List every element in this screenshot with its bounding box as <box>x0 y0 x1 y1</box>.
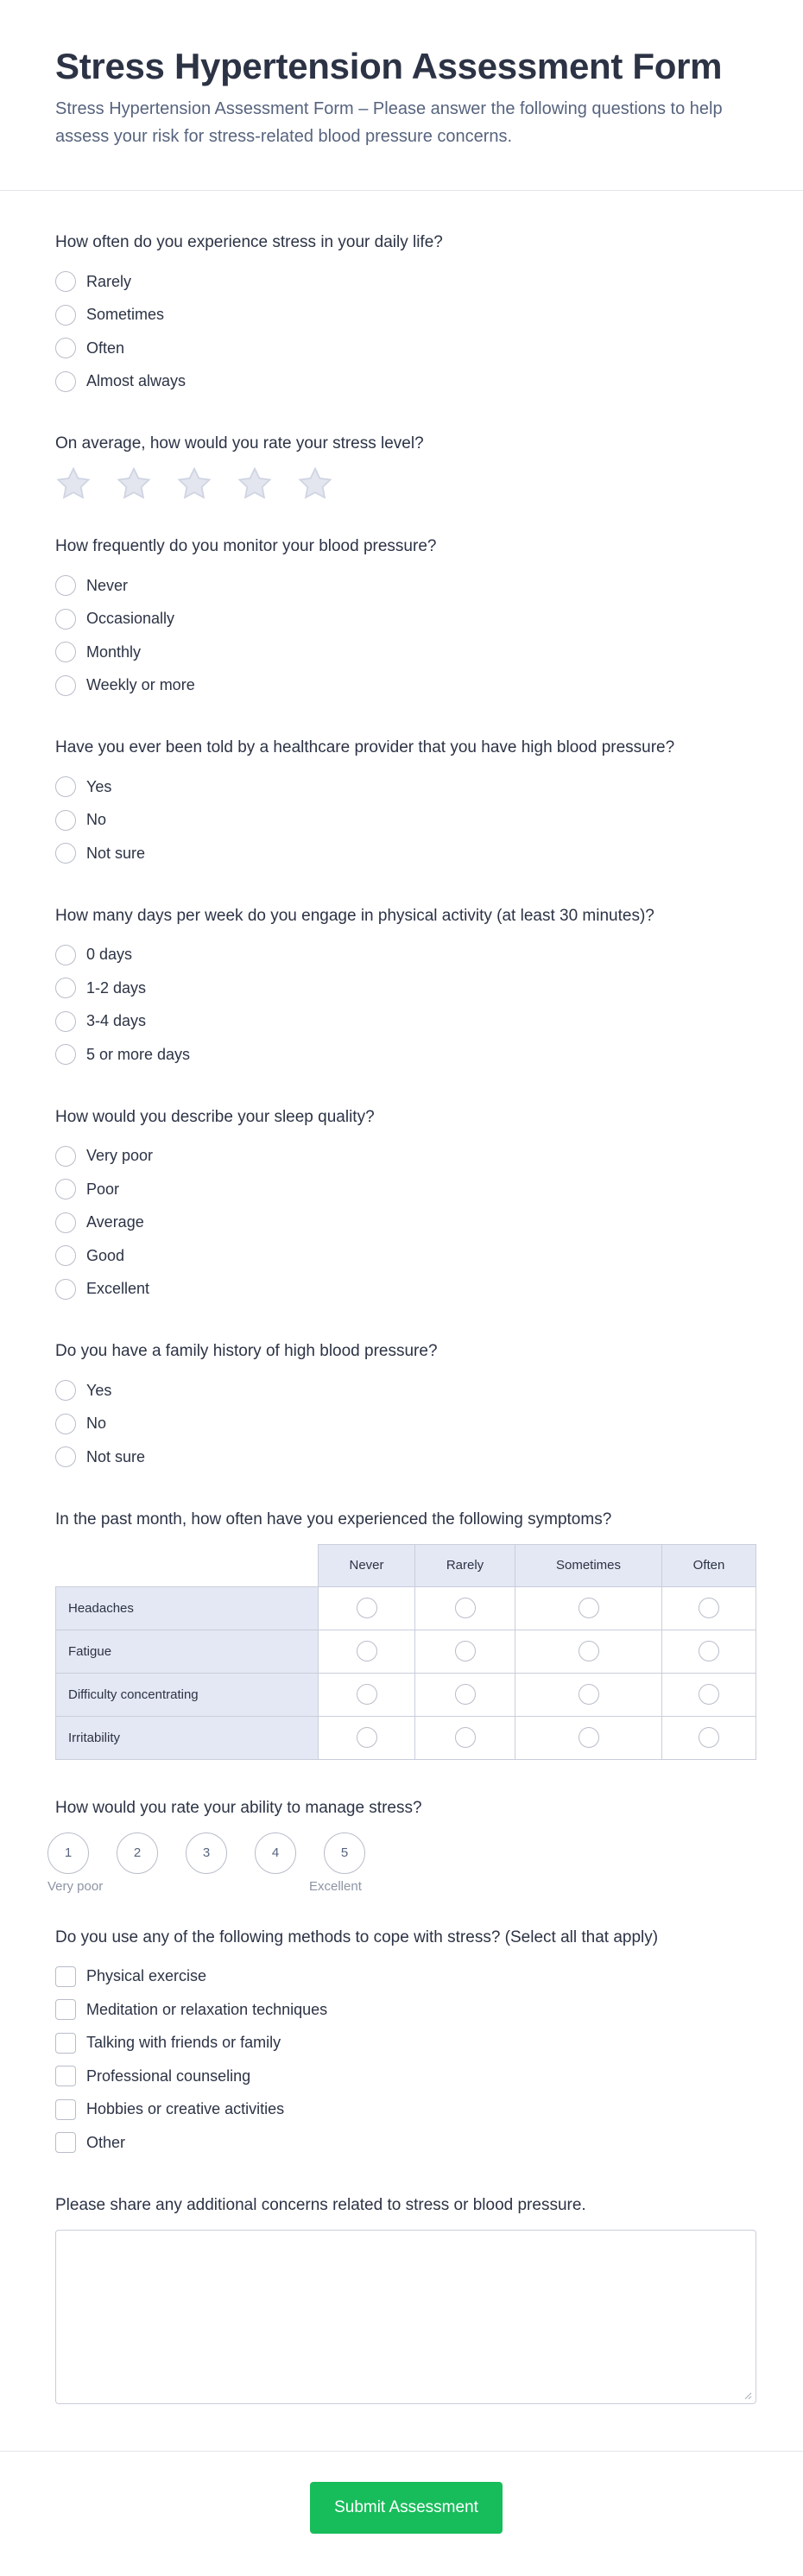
radio-label: 5 or more days <box>86 1045 191 1063</box>
question-title: Do you use any of the following methods to cope with stress? (Select all that apply) <box>55 1927 659 1946</box>
question-title: How many days per week do you engage in physical activity (at least 30 minutes)? <box>55 906 654 925</box>
star-icon[interactable] <box>297 466 333 501</box>
radio-option[interactable] <box>55 804 756 838</box>
radio-button[interactable] <box>55 1279 76 1300</box>
radio-group <box>55 569 756 702</box>
question-title: Please share any additional concerns related to stress or blood pressure. <box>55 2195 586 2214</box>
matrix-radio[interactable] <box>357 1684 377 1705</box>
scale-low-label: Very poor <box>47 1878 104 1894</box>
radio-button[interactable] <box>55 1146 76 1167</box>
radio-option[interactable] <box>55 770 756 804</box>
radio-option[interactable] <box>55 636 756 669</box>
scale-option[interactable]: 3 <box>186 1832 227 1874</box>
radio-button[interactable] <box>55 609 76 630</box>
checkbox[interactable] <box>55 1999 76 2020</box>
checkbox-option[interactable] <box>55 2060 756 2093</box>
radio-option[interactable] <box>55 1273 756 1307</box>
checkbox[interactable] <box>55 2099 76 2120</box>
matrix-radio[interactable] <box>357 1598 377 1618</box>
radio-button[interactable] <box>55 1380 76 1401</box>
matrix-column-header: Rarely <box>415 1544 515 1587</box>
scale-option[interactable]: 5 <box>324 1832 365 1874</box>
radio-option[interactable] <box>55 569 756 603</box>
question-physical-activity <box>55 906 756 1072</box>
radio-group <box>55 1374 756 1474</box>
radio-option[interactable] <box>55 1038 756 1072</box>
radio-label: Rarely <box>86 272 132 290</box>
radio-label: Not sure <box>86 844 146 862</box>
radio-label: Yes <box>86 777 112 795</box>
question-coping-methods <box>55 1927 756 2160</box>
radio-label: Good <box>86 1246 125 1264</box>
radio-label: Weekly or more <box>86 676 195 694</box>
question-symptoms-matrix <box>55 1510 756 1760</box>
radio-label: Excellent <box>86 1280 150 1298</box>
radio-option[interactable] <box>55 1005 756 1039</box>
star-icon[interactable] <box>237 466 273 501</box>
radio-group <box>55 1140 756 1307</box>
star-rating <box>55 466 756 501</box>
radio-button[interactable] <box>55 642 76 662</box>
radio-option[interactable] <box>55 1239 756 1273</box>
radio-label: Sometimes <box>86 306 165 324</box>
radio-button[interactable] <box>55 1414 76 1434</box>
matrix-column-header: Never <box>319 1544 415 1587</box>
radio-option[interactable] <box>55 332 756 365</box>
radio-option[interactable] <box>55 365 756 399</box>
matrix-radio[interactable] <box>455 1684 476 1705</box>
checkbox-label: Other <box>86 2133 126 2151</box>
form-body <box>0 232 803 2404</box>
form-title: Stress Hypertension Assessment Form <box>55 46 723 86</box>
radio-button[interactable] <box>55 675 76 696</box>
radio-button[interactable] <box>55 945 76 965</box>
checkbox-option[interactable] <box>55 1993 756 2027</box>
radio-label: No <box>86 1415 107 1433</box>
question-stress-rating <box>55 434 756 501</box>
radio-button[interactable] <box>55 810 76 831</box>
matrix-row <box>55 1717 756 1760</box>
question-title: Do you have a family history of high blood pressure? <box>55 1342 438 1360</box>
matrix-row-label: Fatigue <box>55 1630 319 1674</box>
question-stress-management-scale <box>47 1798 756 1896</box>
radio-option[interactable] <box>55 1408 756 1441</box>
checkbox-label: Professional counseling <box>86 2066 251 2085</box>
checkbox-label: Hobbies or creative activities <box>86 2100 285 2118</box>
radio-label: No <box>86 811 107 829</box>
checkbox-label: Talking with friends or family <box>86 2034 281 2052</box>
radio-button[interactable] <box>55 1212 76 1233</box>
checkbox[interactable] <box>55 1966 76 1987</box>
scale-option[interactable]: 4 <box>255 1832 296 1874</box>
radio-option[interactable] <box>55 972 756 1005</box>
radio-label: 0 days <box>86 946 133 964</box>
matrix-radio[interactable] <box>455 1598 476 1618</box>
radio-group <box>55 770 756 870</box>
radio-option[interactable] <box>55 1440 756 1474</box>
radio-option[interactable] <box>55 837 756 870</box>
radio-label: 3-4 days <box>86 1012 147 1030</box>
radio-label: Monthly <box>86 642 142 661</box>
radio-button[interactable] <box>55 1044 76 1065</box>
checkbox-label: Physical exercise <box>86 1967 207 1985</box>
radio-label: Average <box>86 1213 144 1231</box>
matrix-row <box>55 1674 756 1717</box>
checkbox-group <box>55 1960 756 2160</box>
checkbox[interactable] <box>55 2066 76 2086</box>
matrix-radio[interactable] <box>579 1641 599 1661</box>
radio-option[interactable] <box>55 1173 756 1206</box>
scale-high-label: Excellent <box>309 1878 362 1894</box>
question-title: Have you ever been told by a healthcare provider that you have high blood pressure? <box>55 738 675 756</box>
resize-handle-icon[interactable] <box>743 2391 752 2400</box>
question-bp-monitoring <box>55 536 756 702</box>
question-stress-frequency <box>55 232 756 398</box>
radio-button[interactable] <box>55 305 76 326</box>
radio-option[interactable] <box>55 939 756 972</box>
matrix-radio[interactable] <box>579 1727 599 1748</box>
scale-option[interactable]: 1 <box>47 1832 89 1874</box>
radio-button[interactable] <box>55 271 76 292</box>
radio-option[interactable] <box>55 669 756 703</box>
scale-labels <box>47 1878 756 1896</box>
radio-button[interactable] <box>55 843 76 864</box>
checkbox-option[interactable] <box>55 2126 756 2160</box>
form-footer <box>0 2451 803 2576</box>
radio-label: Often <box>86 339 125 357</box>
matrix-row-label: Irritability <box>55 1717 319 1760</box>
radio-label: Poor <box>86 1180 120 1198</box>
question-family-history <box>55 1341 756 1474</box>
submit-button[interactable]: Submit Assessment <box>310 2482 503 2534</box>
radio-label: Occasionally <box>86 610 175 628</box>
radio-button[interactable] <box>55 575 76 596</box>
matrix-column-header: Often <box>662 1544 756 1587</box>
matrix-row-label: Difficulty concentrating <box>55 1674 319 1717</box>
radio-button[interactable] <box>55 776 76 797</box>
radio-button[interactable] <box>55 1179 76 1199</box>
radio-button[interactable] <box>55 978 76 998</box>
matrix-radio[interactable] <box>455 1641 476 1661</box>
star-icon[interactable] <box>116 466 152 501</box>
matrix-row <box>55 1587 756 1630</box>
question-title: In the past month, how often have you experienced the following symptoms? <box>55 1510 612 1529</box>
radio-button[interactable] <box>55 371 76 392</box>
radio-group <box>55 265 756 398</box>
matrix-radio[interactable] <box>455 1727 476 1748</box>
radio-option[interactable] <box>55 1374 756 1408</box>
radio-option[interactable] <box>55 1206 756 1240</box>
matrix-corner <box>55 1544 319 1587</box>
radio-label: Never <box>86 576 129 594</box>
checkbox-option[interactable] <box>55 1960 756 1994</box>
matrix-radio[interactable] <box>357 1641 377 1661</box>
checkbox[interactable] <box>55 2033 76 2054</box>
form-header <box>0 0 803 191</box>
matrix-row <box>55 1630 756 1674</box>
matrix-radio[interactable] <box>579 1598 599 1618</box>
question-title: How often do you experience stress in your daily life? <box>55 233 443 251</box>
form-subtitle: Stress Hypertension Assessment Form – Please answer the following questions to help assess your risk for stress-related blood pressure concerns. <box>55 99 723 146</box>
matrix-row-label: Headaches <box>55 1587 319 1630</box>
star-icon[interactable] <box>55 466 92 501</box>
radio-label: Not sure <box>86 1447 146 1465</box>
radio-label: Very poor <box>86 1147 154 1165</box>
radio-button[interactable] <box>55 1446 76 1467</box>
symptom-matrix <box>55 1544 756 1760</box>
radio-button[interactable] <box>55 1011 76 1032</box>
matrix-radio[interactable] <box>699 1641 719 1661</box>
question-title: On average, how would you rate your stress level? <box>55 434 424 453</box>
scale-rating <box>47 1832 756 1874</box>
checkbox-label: Meditation or relaxation techniques <box>86 2000 328 2018</box>
question-additional-concerns <box>55 2195 756 2404</box>
checkbox[interactable] <box>55 2132 76 2153</box>
matrix-radio[interactable] <box>579 1684 599 1705</box>
question-high-bp-diagnosis <box>55 737 756 870</box>
radio-label: 1-2 days <box>86 978 147 997</box>
checkbox-option[interactable] <box>55 2093 756 2127</box>
radio-option[interactable] <box>55 603 756 636</box>
matrix-radio[interactable] <box>357 1727 377 1748</box>
question-sleep-quality <box>55 1107 756 1307</box>
question-title: How would you rate your ability to manage stress? <box>55 1798 422 1817</box>
scale-option[interactable]: 2 <box>117 1832 158 1874</box>
matrix-radio[interactable] <box>699 1727 719 1748</box>
question-title: How frequently do you monitor your blood pressure? <box>55 537 437 555</box>
matrix-radio[interactable] <box>699 1598 719 1618</box>
star-icon[interactable] <box>176 466 212 501</box>
radio-option[interactable] <box>55 1140 756 1174</box>
radio-group <box>55 939 756 1072</box>
radio-option[interactable] <box>55 299 756 332</box>
radio-button[interactable] <box>55 338 76 358</box>
matrix-radio[interactable] <box>699 1684 719 1705</box>
question-title: How would you describe your sleep quality? <box>55 1107 375 1126</box>
radio-label: Yes <box>86 1381 112 1399</box>
radio-option[interactable] <box>55 265 756 299</box>
radio-button[interactable] <box>55 1245 76 1266</box>
concerns-textarea[interactable] <box>55 2230 756 2404</box>
checkbox-option[interactable] <box>55 2027 756 2060</box>
radio-label: Almost always <box>86 372 187 390</box>
matrix-column-header: Sometimes <box>515 1544 662 1587</box>
